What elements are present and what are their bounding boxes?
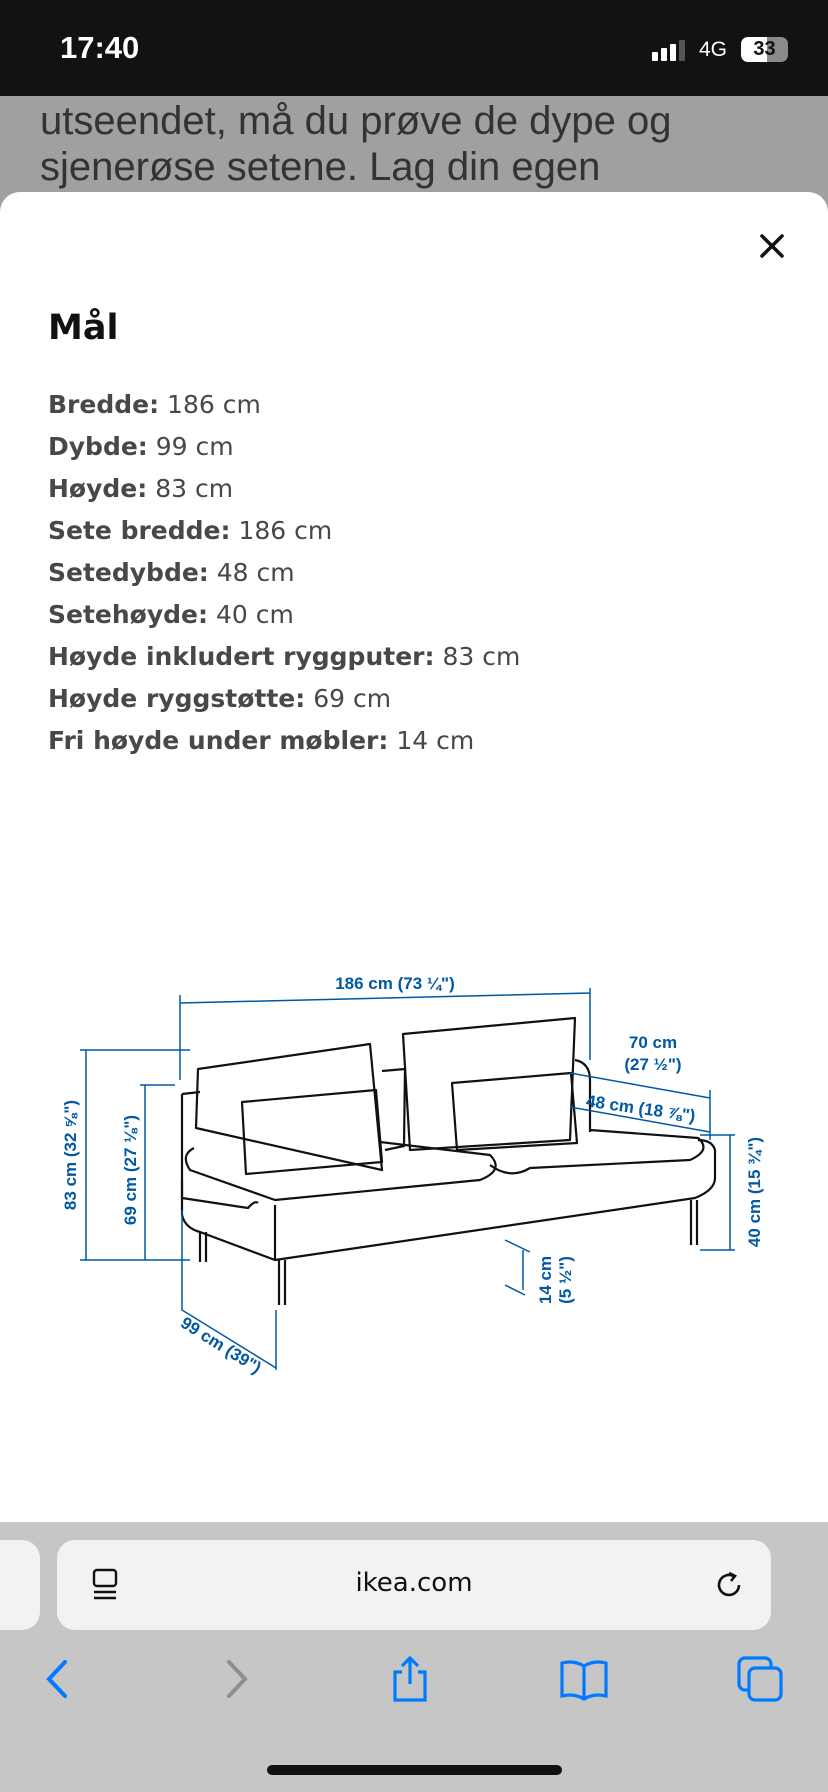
depth-label: 99 cm (39") [177, 1313, 265, 1378]
back-depth-inch-label: (27 ½") [624, 1055, 682, 1074]
spec-label: Høyde inkludert ryggputer: [48, 642, 435, 671]
home-indicator[interactable] [267, 1765, 562, 1775]
reload-icon[interactable] [712, 1568, 746, 1602]
spec-row [48, 636, 520, 678]
spec-value: 99 cm [155, 432, 234, 461]
url-text: ikea.com [355, 1568, 473, 1598]
modal-title: Mål [48, 308, 119, 348]
back-height-label: 69 cm (27 ⅛") [121, 1114, 140, 1226]
browser-toolbar [0, 1522, 828, 1792]
spec-label: Setedybde: [48, 558, 209, 587]
spec-label: Setehøyde: [48, 600, 208, 629]
width-label: 186 cm (73 ¼") [335, 974, 455, 993]
back-depth-label: 70 cm [628, 1033, 678, 1052]
spec-value: 40 cm [215, 600, 294, 629]
previous-tab-preview[interactable] [0, 1540, 40, 1630]
spec-value: 69 cm [313, 684, 392, 713]
spec-row [48, 552, 520, 594]
clock: 17:40 [60, 30, 140, 65]
spec-value: 83 cm [155, 474, 234, 503]
spec-row [48, 510, 520, 552]
tabs-icon[interactable] [735, 1654, 785, 1704]
spec-row [48, 594, 520, 636]
back-icon[interactable] [33, 1654, 83, 1704]
spec-label: Høyde ryggstøtte: [48, 684, 306, 713]
signal-icon [652, 40, 685, 61]
spec-value: 48 cm [216, 558, 295, 587]
clearance-inch-label: (5 ½") [556, 1256, 575, 1304]
spec-label: Høyde: [48, 474, 148, 503]
network-type: 4G [699, 38, 728, 61]
sofa-dimension-diagram [0, 750, 828, 1390]
address-bar[interactable] [57, 1540, 771, 1630]
spec-label: Sete bredde: [48, 516, 231, 545]
clearance-label: 14 cm [536, 1255, 555, 1305]
background-page-text: utseendet, må du prøve de dype og sjenerøse setene. Lag din egen [40, 99, 672, 189]
height-label: 83 cm (32 ⅝") [61, 1099, 80, 1211]
spec-value: 186 cm [238, 516, 333, 545]
battery-icon: 33 [741, 37, 788, 62]
status-bar [0, 0, 828, 96]
forward-icon[interactable] [211, 1654, 261, 1704]
spec-row [48, 384, 520, 426]
spec-value: 186 cm [167, 390, 261, 419]
seat-depth-label: 48 cm (18 ⅞") [584, 1091, 697, 1126]
spec-label: Dybde: [48, 432, 148, 461]
spec-row [48, 468, 520, 510]
spec-row [48, 426, 520, 468]
spec-label: Fri høyde under møbler: [48, 726, 389, 755]
share-icon[interactable] [385, 1654, 435, 1704]
bookmarks-icon[interactable] [559, 1654, 609, 1704]
spec-row [48, 678, 520, 720]
close-icon[interactable] [754, 228, 790, 264]
spec-value: 83 cm [442, 642, 521, 671]
spec-value: 14 cm [396, 726, 475, 755]
dimensions-modal [0, 192, 828, 1522]
seat-height-label: 40 cm (15 ¾") [745, 1136, 764, 1248]
spec-list [48, 384, 520, 762]
spec-label: Bredde: [48, 390, 160, 419]
